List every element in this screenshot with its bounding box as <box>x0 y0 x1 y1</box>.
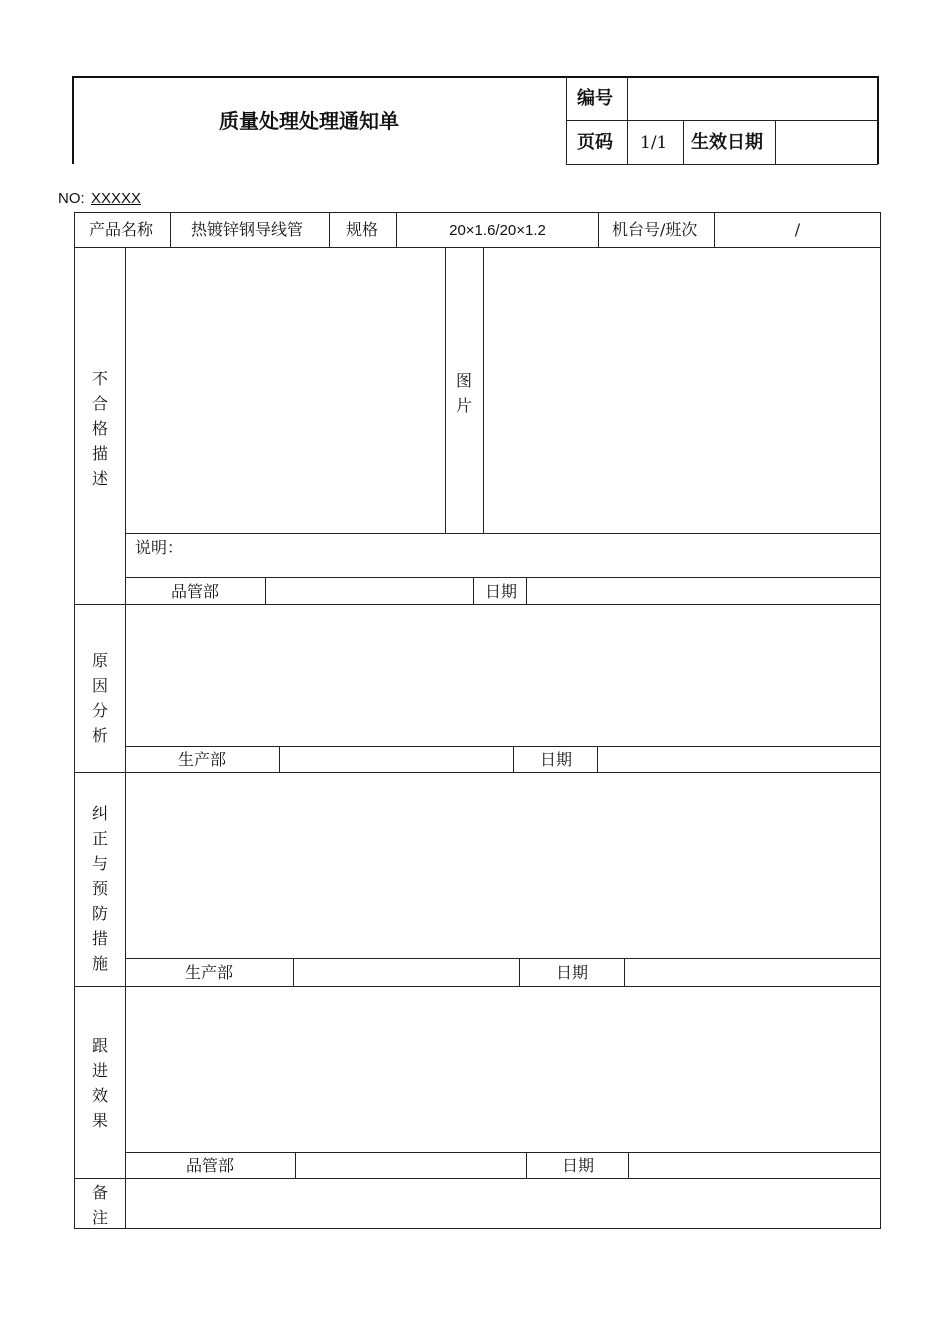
header-divider <box>566 77 567 165</box>
corrective-date-label: 日期 <box>556 963 589 982</box>
header-col-line-3 <box>775 120 776 164</box>
followup-date-field[interactable] <box>629 1153 880 1178</box>
doc-no-value[interactable]: XXXXX <box>91 190 142 207</box>
doc-no-label: NO: <box>58 190 85 207</box>
nc-line-1 <box>125 533 881 534</box>
followup-effect-area[interactable] <box>126 987 880 1152</box>
remarks-area[interactable] <box>126 1179 880 1228</box>
header-top-border <box>72 76 879 78</box>
page-label: 页码 <box>577 132 613 153</box>
corr-sig-col-2 <box>519 958 520 986</box>
product-col-2 <box>329 212 330 247</box>
header-bottom-line <box>566 164 878 165</box>
machine-value[interactable]: / <box>794 220 801 239</box>
cause-date-label: 日期 <box>540 750 573 769</box>
machine-label: 机台号/班次 <box>612 220 698 239</box>
cause-analysis-area[interactable] <box>126 605 880 746</box>
header-left-border <box>72 76 74 164</box>
product-name-label: 产品名称 <box>89 220 154 239</box>
table-bottom-border <box>74 1228 881 1229</box>
header-col-line-1 <box>627 77 628 165</box>
product-col-1 <box>170 212 171 247</box>
nc-sig-col-2 <box>473 577 474 604</box>
nc-dept-signature[interactable] <box>266 578 473 604</box>
corrective-action-area[interactable] <box>126 773 880 958</box>
nonconformity-label: 不合格描述 <box>91 369 108 488</box>
effective-date-label: 生效日期 <box>691 132 763 153</box>
cause-dept-signature[interactable] <box>280 747 513 772</box>
nc-dept-label: 品管部 <box>171 582 220 601</box>
followup-dept-label: 品管部 <box>186 1156 235 1175</box>
nc-col-a <box>445 247 446 533</box>
table-right-border <box>880 212 881 1229</box>
remarks-label: 备注 <box>91 1183 108 1227</box>
nc-date-field[interactable] <box>527 578 880 604</box>
table-top-border <box>74 212 881 213</box>
cause-date-field[interactable] <box>598 747 880 772</box>
spec-label: 规格 <box>346 220 379 239</box>
fu-sig-col-2 <box>526 1152 527 1178</box>
corrective-date-field[interactable] <box>625 959 880 986</box>
corrective-dept-label: 生产部 <box>185 963 234 982</box>
cause-sig-col-2 <box>513 746 514 772</box>
followup-label: 跟进效果 <box>91 1036 108 1130</box>
number-label: 编号 <box>577 88 613 109</box>
product-col-4 <box>598 212 599 247</box>
picture-area[interactable] <box>484 248 880 533</box>
followup-dept-signature[interactable] <box>296 1153 526 1178</box>
spec-value[interactable]: 20×1.6/20×1.2 <box>449 222 546 239</box>
nc-date-label: 日期 <box>485 582 518 601</box>
corrective-dept-signature[interactable] <box>294 959 519 986</box>
header-mid-line <box>566 120 878 121</box>
corrective-label: 纠正与预防措施 <box>91 804 108 973</box>
cause-dept-label: 生产部 <box>178 750 227 769</box>
nonconformity-description-area[interactable] <box>126 248 445 533</box>
picture-label: 图片 <box>455 371 472 415</box>
note-label: 说明： <box>135 538 184 557</box>
header-col-line-2 <box>683 120 684 164</box>
page-value: 1/1 <box>640 133 668 153</box>
table-left-border <box>74 212 75 1229</box>
cause-label: 原因分析 <box>91 651 108 745</box>
product-name-value[interactable]: 热镀锌钢导线管 <box>191 220 304 239</box>
page-title: 质量处理处理通知单 <box>219 109 399 133</box>
followup-date-label: 日期 <box>562 1156 595 1175</box>
